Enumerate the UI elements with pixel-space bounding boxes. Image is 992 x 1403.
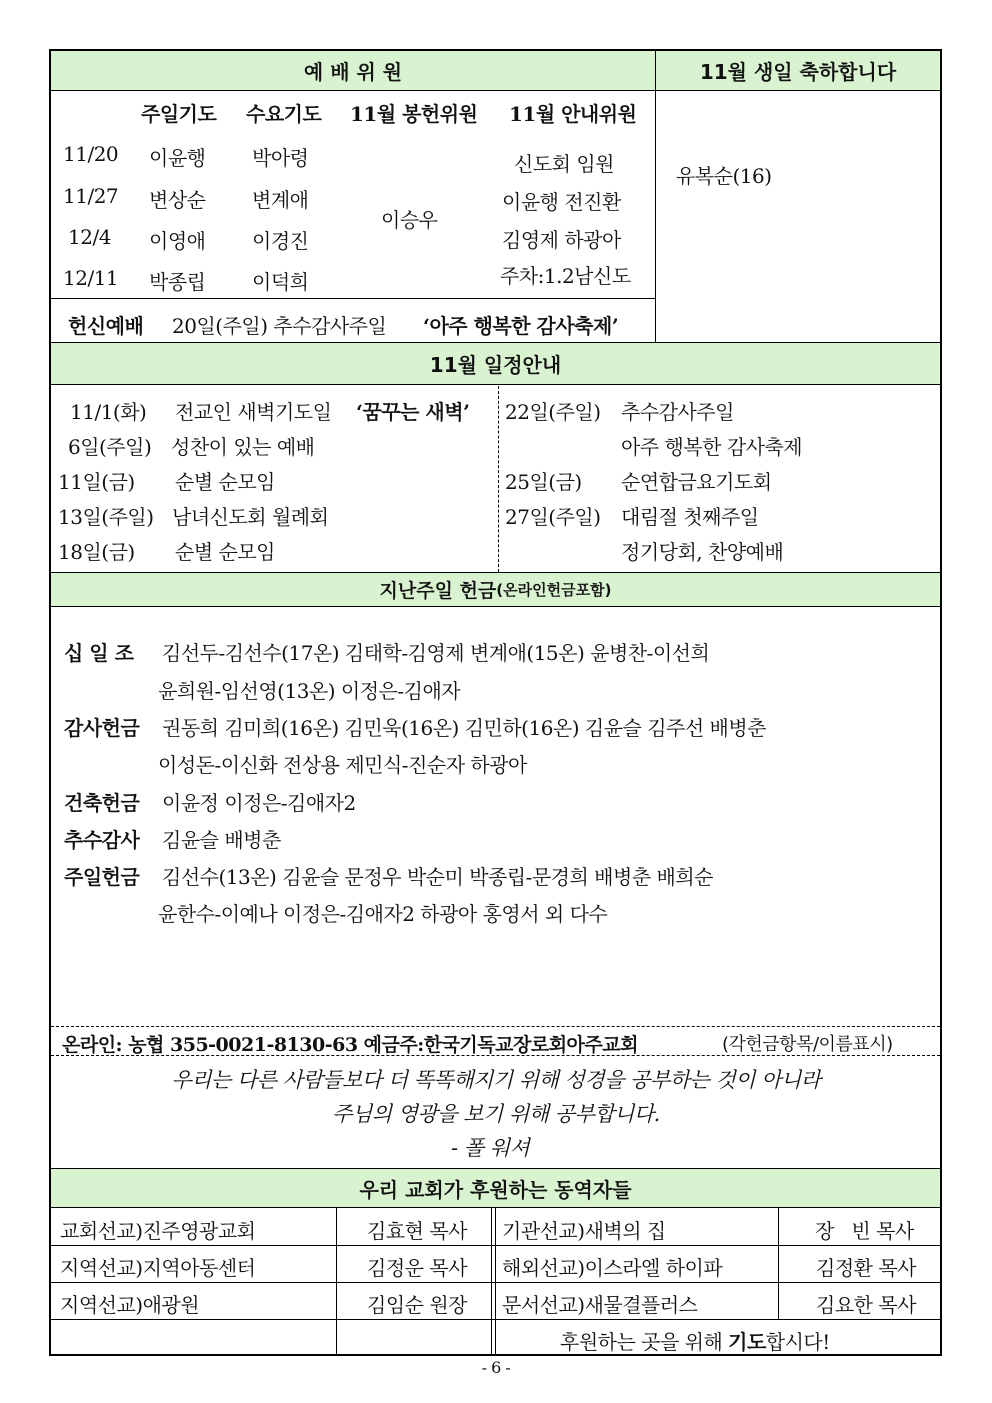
support-col-line — [336, 1208, 337, 1354]
support-person: 김정운 목사 — [367, 1256, 467, 1280]
schedule-left-text: 순별 순모임 — [175, 540, 275, 564]
dedication-title: ‘아주 행복한 감사축제’ — [423, 314, 619, 338]
divider-worship-birthday — [655, 51, 656, 343]
worship-header — [51, 51, 655, 91]
support-prayer-pre: 후원하는 곳을 위해 — [560, 1330, 729, 1354]
offering-line: 김선두-김선수(17온) 김태학-김영제 변계애(15온) 윤병찬-이선희 — [162, 641, 710, 665]
support-place: 기관선교)새벽의 집 — [502, 1219, 666, 1243]
quote-author: - 폴 워셔 — [451, 1136, 530, 1160]
row-wed: 이덕희 — [252, 270, 309, 294]
usher-line: 신도회 임원 — [514, 152, 614, 176]
schedule-right-date: 27일(주일) — [505, 505, 601, 529]
usher-line: 이윤행 전진환 — [502, 190, 621, 214]
online-account-note: (각헌금항목/이름표시) — [722, 1034, 893, 1055]
schedule-left-date: 11일(금) — [58, 470, 135, 494]
offering-line: 김선수(13온) 김윤슬 문정우 박순미 박종립-문경희 배병춘 배희순 — [162, 865, 713, 889]
schedule-right-date: 22일(주일) — [505, 400, 601, 424]
online-top-divider — [51, 1026, 940, 1027]
birthday-header — [656, 51, 940, 91]
online-bottom-divider — [51, 1055, 940, 1056]
schedule-divider — [498, 386, 499, 572]
offering-label-harvest: 추수감사 — [64, 828, 140, 852]
support-person: 김정환 목사 — [816, 1256, 916, 1280]
support-person: 김요한 목사 — [816, 1293, 916, 1317]
offering-header-note: (온라인헌금포함) — [496, 581, 612, 599]
col-head-wed-prayer: 수요기도 — [246, 102, 322, 126]
support-place: 지역선교)지역아동센터 — [60, 1256, 256, 1280]
dedication-divider — [51, 298, 655, 299]
quote-line-1: 우리는 다른 사람들보다 더 똑똑해지기 위해 성경을 공부하는 것이 아니라 — [171, 1068, 821, 1092]
schedule-left-text: 성찬이 있는 예배 — [171, 435, 315, 459]
offering-line: 이성돈-이신화 전상용 제민식-진순자 하광아 — [158, 753, 527, 777]
row-date: 12/4 — [68, 225, 111, 249]
schedule-left-date: 11/1(화) — [70, 400, 147, 424]
offering-line: 이윤정 이정은-김애자2 — [162, 791, 356, 815]
row-wed: 박아령 — [252, 146, 309, 170]
row-sunday: 박종립 — [149, 270, 206, 294]
offering-label-thanks: 감사헌금 — [64, 716, 140, 740]
support-col-line — [778, 1208, 779, 1319]
schedule-header — [51, 342, 940, 385]
quote-line-2: 주님의 영광을 보기 위해 공부합니다. — [332, 1102, 660, 1126]
offering-line: 윤희원-임선영(13온) 이정은-김애자 — [158, 679, 461, 703]
schedule-right-text: 추수감사주일 — [621, 400, 734, 424]
support-place: 지역선교)애광원 — [60, 1293, 200, 1317]
support-person: 김효현 목사 — [367, 1219, 467, 1243]
birthday-names: 유복순(16) — [676, 164, 772, 188]
offering-label-tithe: 십 일 조 — [64, 641, 134, 665]
support-prayer — [560, 1326, 830, 1355]
page-number: - 6 - — [481, 1358, 511, 1377]
usher-line: 주차:1.2남신도 — [500, 264, 631, 288]
support-prayer-post: 합시다! — [765, 1330, 830, 1354]
schedule-header-text: 11월 일정안내 — [429, 353, 562, 377]
col-head-offering: 11월 봉헌위원 — [350, 102, 478, 126]
offering-line: 권동희 김미희(16온) 김민욱(16온) 김민하(16온) 김윤슬 김주선 배병춘 — [162, 716, 766, 740]
schedule-right-text: 아주 행복한 감사축제 — [621, 435, 803, 459]
offering-line: 윤한수-이예나 이정은-김애자2 하광아 홍영서 외 다수 — [158, 902, 608, 926]
dedication-label: 헌신예배 — [68, 314, 144, 338]
dedication-text: 20일(주일) 추수감사주일 — [172, 314, 387, 338]
online-account: 온라인: 농협 355-0021-8130-63 예금주:한국기독교장로회아주교회 — [62, 1034, 638, 1056]
schedule-left-date: 13일(주일) — [58, 505, 154, 529]
offering-label-building: 건축헌금 — [64, 791, 140, 815]
schedule-left-text: 순별 순모임 — [175, 470, 275, 494]
schedule-left-text: 전교인 새벽기도일 — [175, 400, 332, 424]
schedule-right-text: 정기당회, 찬양예배 — [621, 540, 784, 564]
row-date: 11/27 — [63, 184, 119, 208]
support-place: 해외선교)이스라엘 하이파 — [502, 1256, 723, 1280]
row-date: 11/20 — [63, 142, 119, 166]
row-date: 12/11 — [63, 266, 119, 290]
row-wed: 변계애 — [252, 188, 309, 212]
offering-line: 김윤슬 배병춘 — [162, 828, 281, 852]
usher-line: 김영제 하광아 — [502, 228, 621, 252]
offering-member: 이승우 — [381, 208, 438, 232]
support-col-line — [495, 1208, 496, 1354]
schedule-left-text: 남녀신도회 월례회 — [172, 505, 329, 529]
row-sunday: 변상순 — [149, 188, 206, 212]
schedule-right-text: 대림절 첫째주일 — [621, 505, 759, 529]
col-head-usher: 11월 안내위원 — [509, 102, 637, 126]
offering-header — [51, 572, 940, 607]
support-person: 장 빈 목사 — [815, 1219, 914, 1243]
support-col-line — [491, 1208, 492, 1354]
schedule-left-date: 6일(주일) — [68, 435, 152, 459]
row-sunday: 이윤행 — [149, 146, 206, 170]
support-place: 교회선교)진주영광교회 — [60, 1219, 256, 1243]
schedule-left-bold: ‘꿈꾸는 새벽’ — [356, 400, 470, 424]
row-wed: 이경진 — [252, 229, 309, 253]
support-header — [51, 1168, 940, 1208]
schedule-right-date: 25일(금) — [505, 470, 582, 494]
birthday-header-text: 11월 생일 축하합니다 — [699, 60, 897, 84]
offering-label-sunday: 주일헌금 — [64, 865, 140, 889]
offering-header-text: 지난주일 헌금 — [379, 580, 497, 602]
support-prayer-bold: 기도 — [728, 1330, 766, 1354]
support-person: 김임순 원장 — [367, 1293, 467, 1317]
row-sunday: 이영애 — [149, 229, 206, 253]
worship-header-text: 예 배 위 원 — [303, 60, 403, 84]
support-header-text: 우리 교회가 후원하는 동역자들 — [359, 1177, 632, 1202]
col-head-sunday-prayer: 주일기도 — [141, 102, 217, 126]
support-place: 문서선교)새물결플러스 — [502, 1293, 698, 1317]
schedule-left-date: 18일(금) — [58, 540, 135, 564]
schedule-right-text: 순연합금요기도회 — [621, 470, 772, 494]
